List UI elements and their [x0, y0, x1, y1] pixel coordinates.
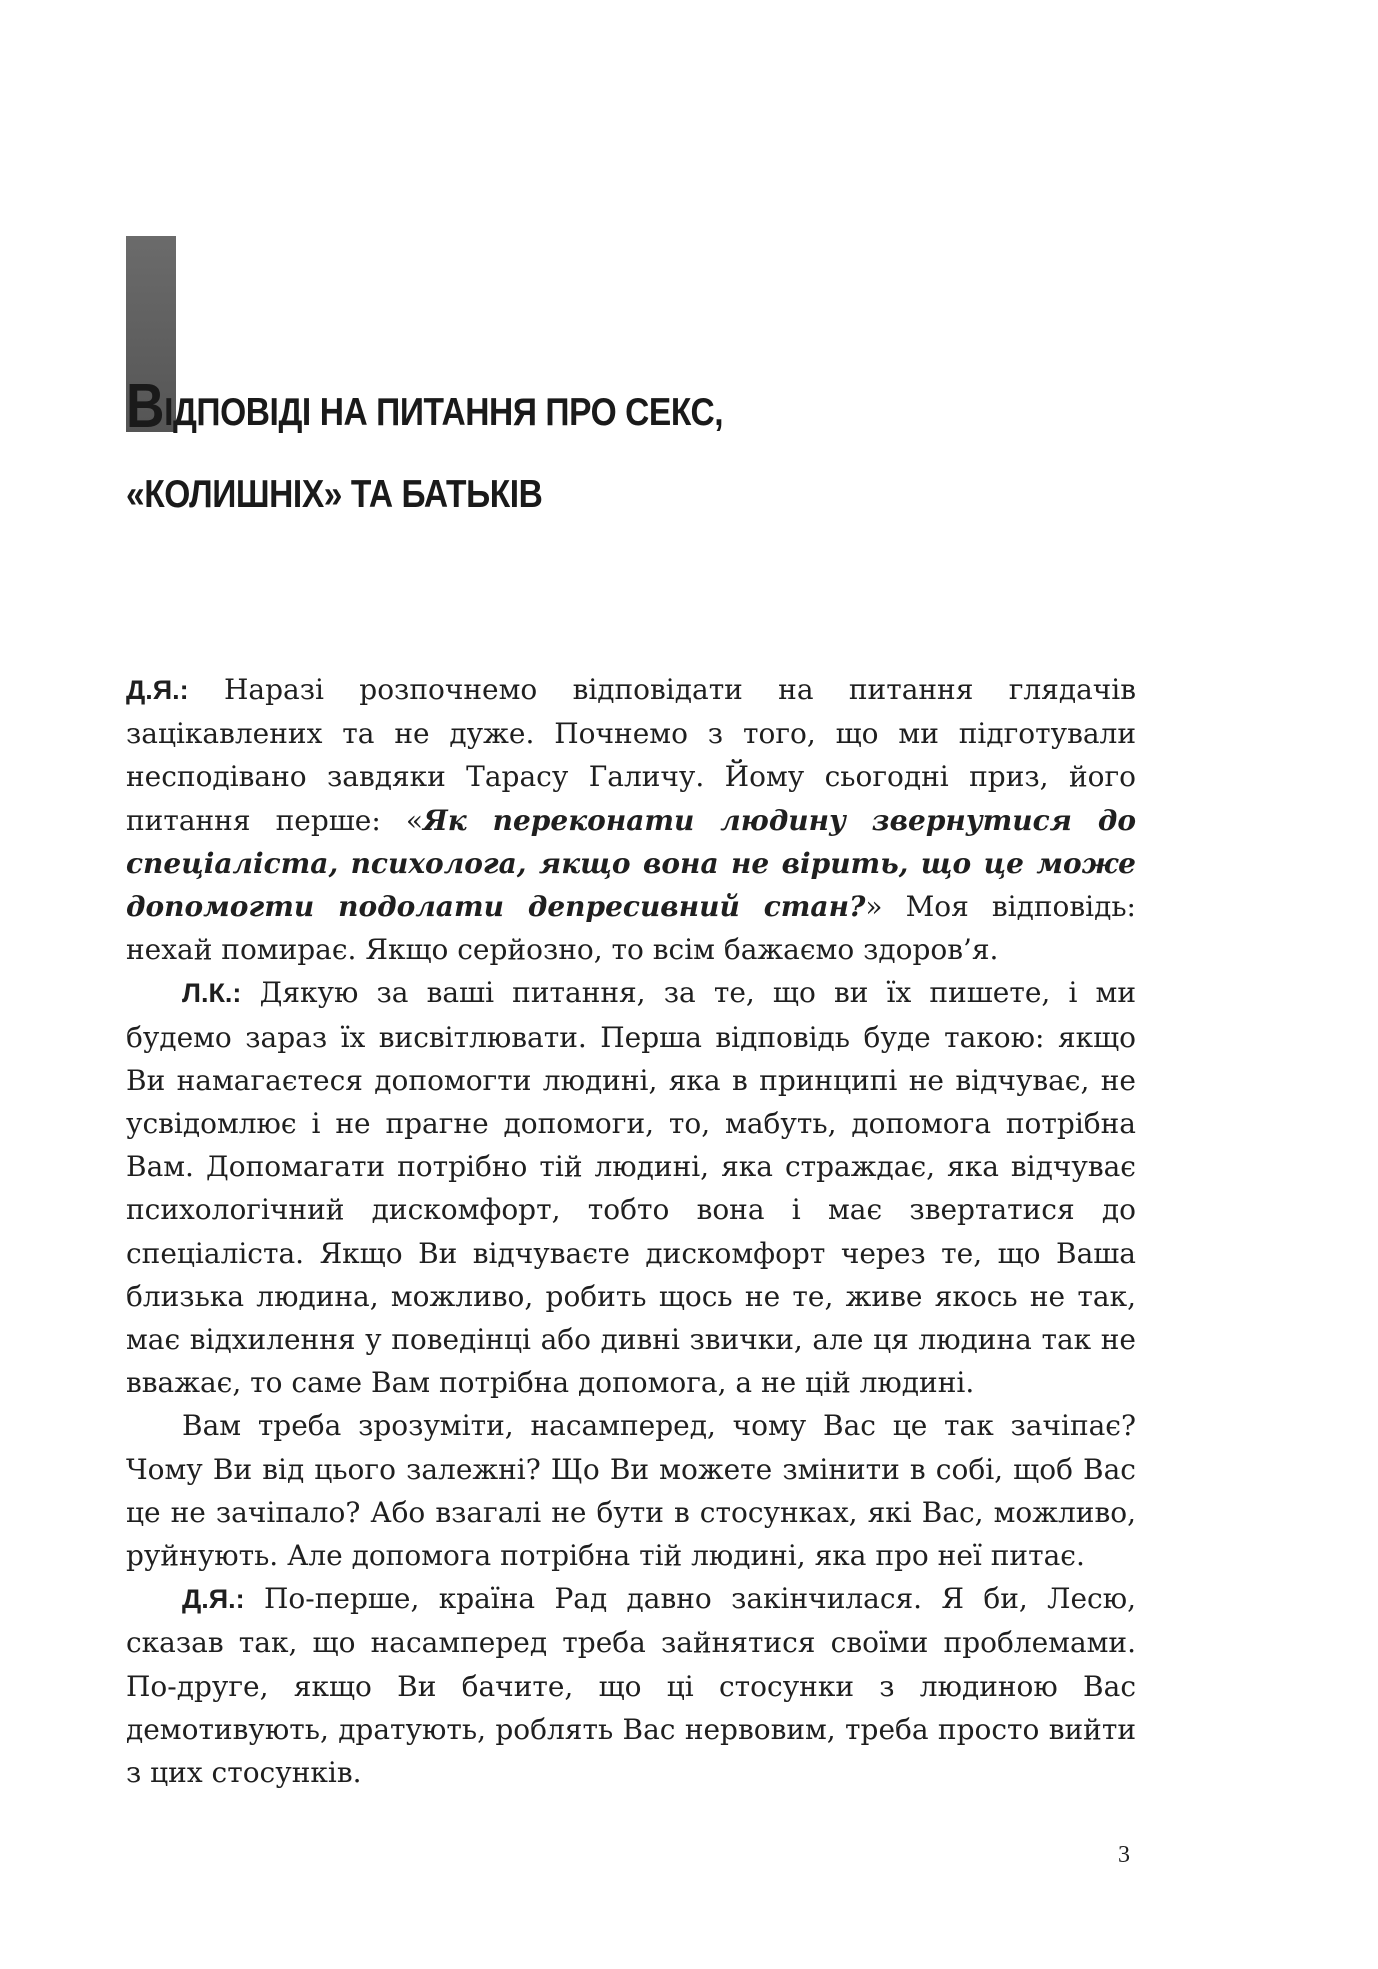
chapter-heading-line-1 [126, 372, 1003, 454]
paragraph-4-text: По-перше, країна Рад давно закінчилася. Я би, Лесю, сказав так, що насамперед треба зайнятися своїми проблемами. По-друге, якщо Ви бачите, що ці стосунки з людиною Вас демотивують, дратують, роблять Вас нервовим, треба просто вийти з цих стосунків. [126, 1582, 1136, 1790]
body-text [126, 668, 1136, 1794]
paragraph-2-text: Дякую за ваші питання, за те, що ви їх пишете, і ми будемо зараз їх висвітлювати. Перша відповідь буде такою: якщо Ви намагаєтеся допомогти людині, яка в принципі не відчуває, не усвідомлює і не прагне допомоги, то, мабуть, допомога потрібна Вам. Допомагати потрібно тій людині, яка страждає, яка відчуває психологічний дискомфорт, тобто вона і має звертатися до спеціаліста. Якщо Ви відчуваєте дискомфорт через те, що Ваша близька людина, можливо, робить щось не те, живе якось не так, має відхилення у поведінці або дивні звички, але ця людина так не вважає, то саме Вам потрібна допомога, а не цій людині. [126, 976, 1136, 1400]
paragraph-3: Вам треба зрозуміти, насамперед, чому Вас це так зачіпає? Чому Ви від цього залежні? Що Ви можете змінити в собі, щоб Вас це не зачіпало? Або взагалі не бути в стосунках, які Вас, можливо, руйнують. Але допомога потрібна тій людині, яка про неї питає. [126, 1409, 1136, 1573]
chapter-heading-line-2: «КОЛИШНІХ» ТА БАТЬКІВ [126, 473, 543, 516]
paragraph-1 [126, 668, 1136, 971]
paragraph-2 [126, 971, 1136, 1404]
chapter-heading-line-1-text: ІДПОВІДІ НА ПИТАННЯ ПРО СЕКС, [164, 391, 724, 434]
speaker-label: Л.К.: [182, 978, 242, 1009]
paragraph-1-text-after: » Моя відповідь: нехай помирає. Якщо серйозно, то всім бажаємо здоров’я. [126, 890, 1136, 967]
highlighted-question: Як переконати людину звернутися до спеціаліста, психолога, якщо вона не вірить, що це може допомогти подолати депресивний стан? [126, 803, 1136, 924]
chapter-heading [126, 372, 1146, 536]
page-number: 3 [1118, 1842, 1130, 1868]
speaker-label: Д.Я.: [182, 1584, 245, 1615]
paragraph-1-text-before: Наразі розпочнемо відповідати на питання глядачів зацікавлених та не дуже. Почнемо з того, що ми підготували несподівано завдяки Тарасу Галичу. Йому сьогодні приз, його питання перше: « [126, 673, 1136, 837]
paragraph-4 [126, 1577, 1136, 1794]
drop-cap: В [126, 372, 165, 441]
speaker-label: Д.Я.: [126, 675, 189, 705]
